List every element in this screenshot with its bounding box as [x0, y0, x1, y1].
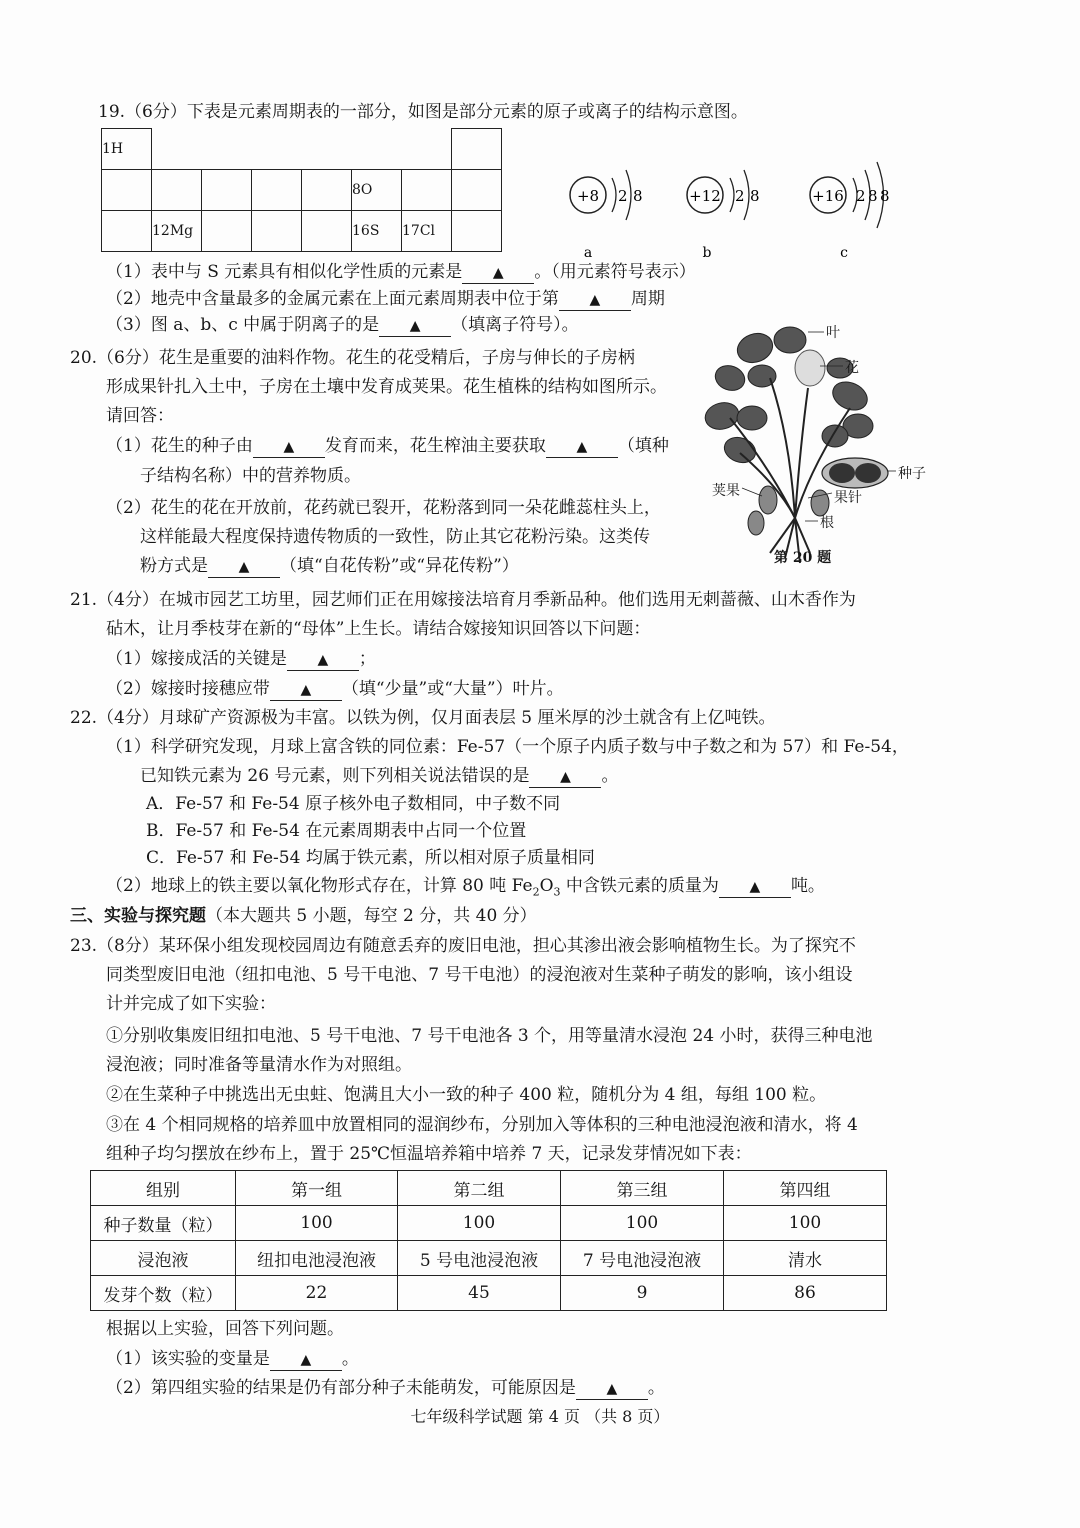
q20-answer2[interactable]: ▲ — [546, 436, 618, 458]
svg-text:+8: +8 — [576, 187, 600, 205]
table-cell: 100 — [398, 1206, 561, 1241]
q23-line1: 23.（8分）某环保小组发现校园周边有随意丢弃的废旧电池，担心其渗出液会影响植物生长。为了探究不 — [70, 936, 856, 956]
q22-part1-line2: 已知铁元素为 26 号元素，则下列相关说法错误的是 ▲ 。 — [140, 766, 619, 786]
table-cell: 7 号电池浸泡液 — [561, 1241, 724, 1276]
periodic-table — [101, 128, 502, 252]
q23-step3-b: 组种子均匀摆放在纱布上，置于 25℃恒温培养箱中培养 7 天，记录发芽情况如下表： — [106, 1144, 752, 1164]
q23-after-table: 根据以上实验，回答下列问题。 — [106, 1319, 344, 1339]
table-cell: 100 — [561, 1206, 724, 1241]
q20-answer1[interactable]: ▲ — [253, 436, 325, 458]
cell-h: 1H — [102, 129, 152, 170]
svg-text:b: b — [702, 245, 712, 261]
q22-option-b: B．Fe-57 和 Fe-54 在元素周期表中占同一个位置 — [146, 821, 527, 841]
table-cell: 22 — [236, 1276, 398, 1311]
q23-answer1[interactable]: ▲ — [270, 1349, 342, 1371]
table-cell: 浸泡液 — [91, 1241, 236, 1276]
table-header: 组别 — [91, 1171, 236, 1206]
table-cell: 种子数量（粒） — [91, 1206, 236, 1241]
svg-text:8: 8 — [868, 187, 878, 205]
q23-answer2[interactable]: ▲ — [576, 1378, 648, 1400]
q20-part2-line1: （2）花生的花在开放前，花药就已裂开，花粉落到同一朵花雌蕊柱头上， — [106, 498, 661, 518]
svg-text:+12: +12 — [689, 187, 721, 205]
figure-caption: 第 20 题 — [774, 550, 832, 566]
label-flower: 花 — [845, 360, 859, 376]
table-cell: 清水 — [724, 1241, 887, 1276]
table-header: 第四组 — [724, 1171, 887, 1206]
table-row — [91, 1241, 887, 1276]
q23-line3: 计并完成了如下实验： — [106, 994, 276, 1014]
svg-text:c: c — [840, 245, 848, 261]
cell-s: 16S — [352, 211, 402, 252]
cell-cl: 17Cl — [402, 211, 452, 252]
q19-title: 19.（6分）下表是元素周期表的一部分，如图是部分元素的原子或离子的结构示意图。 — [98, 102, 748, 122]
svg-text:a: a — [583, 245, 593, 261]
svg-text:2: 2 — [735, 187, 745, 205]
q23-step2: ②在生菜种子中挑选出无虫蛀、饱满且大小一致的种子 400 粒，随机分为 4 组，每组 100 粒。 — [106, 1085, 827, 1105]
q22-line1: 22.（4分）月球矿产资源极为丰富。以铁为例，仅月面表层 5 厘米厚的沙土就含有上亿吨铁。 — [70, 708, 776, 728]
table-cell: 100 — [236, 1206, 398, 1241]
q23-step1-b: 浸泡液；同时准备等量清水作为对照组。 — [106, 1055, 412, 1075]
q19-part2: （2）地壳中含量最多的金属元素在上面元素周期表中位于第 ▲ 周期 — [106, 289, 665, 309]
page-footer: 七年级科学试题 第 4 页 （共 8 页） — [410, 1407, 670, 1426]
q21-answer2[interactable]: ▲ — [270, 679, 342, 701]
seed-pod-open — [822, 458, 888, 488]
q21-part2: （2）嫁接时接穗应带 ▲ （填“少量”或“大量”）叶片。 — [106, 679, 564, 699]
q20-part1-cont: 子结构名称）中的营养物质。 — [140, 466, 361, 486]
label-peg: 果针 — [834, 490, 862, 506]
germination-table — [90, 1170, 887, 1311]
table-header: 第二组 — [398, 1171, 561, 1206]
atom-a — [570, 170, 643, 261]
table-header: 第三组 — [561, 1171, 724, 1206]
table-cell: 纽扣电池浸泡液 — [236, 1241, 398, 1276]
table-cell: 发芽个数（粒） — [91, 1276, 236, 1311]
table-cell: 45 — [398, 1276, 561, 1311]
cell-mg: 12Mg — [152, 211, 202, 252]
svg-text:2: 2 — [856, 187, 866, 205]
svg-text:+16: +16 — [812, 187, 844, 205]
table-row — [91, 1276, 887, 1311]
q22-option-c: C．Fe-57 和 Fe-54 均属于铁元素，所以相对原子质量相同 — [146, 848, 595, 868]
q22-part2: （2）地球上的铁主要以氧化物形式存在，计算 80 吨 $Fe_2O_3$ 中含铁元素的质量为 ▲ 吨。 — [106, 876, 825, 899]
q22-answer2[interactable]: ▲ — [719, 876, 791, 898]
q22-option-a: A．Fe-57 和 Fe-54 原子核外电子数相同，中子数不同 — [146, 794, 561, 814]
atom-b — [687, 170, 760, 261]
section3-heading: 三、实验与探究题（本大题共 5 小题，每空 2 分，共 40 分） — [70, 906, 537, 926]
q20-answer3[interactable]: ▲ — [208, 556, 280, 578]
q21-answer1[interactable]: ▲ — [287, 649, 359, 671]
svg-text:8: 8 — [633, 187, 643, 205]
q19-part3: （3）图 a、b、c 中属于阴离子的是 ▲ （填离子符号）。 — [106, 315, 579, 335]
table-cell: 100 — [724, 1206, 887, 1241]
q19-answer1[interactable]: ▲ — [462, 262, 534, 284]
q20-part2-line3: 粉方式是 ▲ （填“自花传粉”或“异花传粉”） — [140, 556, 519, 576]
table-cell: 9 — [561, 1276, 724, 1311]
q20-line3: 请回答： — [106, 406, 174, 426]
label-leaf: 叶 — [826, 325, 840, 341]
q19-part1: （1）表中与 S 元素具有相似化学性质的元素是 ▲ 。（用元素符号表示） — [106, 262, 696, 282]
q23-part1: （1）该实验的变量是 ▲ 。 — [106, 1349, 359, 1369]
table-header-row — [91, 1171, 887, 1206]
label-pod: 荚果 — [712, 483, 740, 499]
q19-answer2[interactable]: ▲ — [559, 289, 631, 311]
q23-step1-a: ①分别收集废旧纽扣电池、5 号干电池、7 号干电池各 3 个，用等量清水浸泡 24 小时，获得三种电池 — [106, 1026, 873, 1046]
svg-text:8: 8 — [750, 187, 760, 205]
svg-text:8: 8 — [880, 187, 890, 205]
table-row — [91, 1206, 887, 1241]
q23-step3-a: ③在 4 个相同规格的培养皿中放置相同的湿润纱布，分别加入等体积的三种电池浸泡液和清水，将 4 — [106, 1115, 858, 1135]
flower-shape — [795, 350, 825, 386]
q20-part2-line2: 这样能最大程度保持遗传物质的一致性，防止其它花粉污染。这类传 — [140, 527, 650, 547]
cell-o: 8O — [352, 170, 402, 211]
q21-part1: （1）嫁接成活的关键是 ▲ ； — [106, 649, 376, 669]
q20-line2: 形成果针扎入土中，子房在土壤中发育成荚果。花生植株的结构如图所示。 — [106, 377, 667, 397]
q21-line2: 砧木，让月季枝芽在新的“母体”上生长。请结合嫁接知识回答以下问题： — [106, 619, 651, 639]
q23-part2: （2）第四组实验的结果是仍有部分种子未能萌发，可能原因是 ▲ 。 — [106, 1378, 665, 1398]
table-cell: 86 — [724, 1276, 887, 1311]
q20-part1: （1）花生的种子由 ▲ 发育而来，花生榨油主要获取 ▲ （填种 — [106, 436, 669, 456]
q22-part1-line1: （1）科学研究发现，月球上富含铁的同位素：Fe-57（一个原子内质子数与中子数之和为 57）和 Fe-54， — [106, 737, 909, 757]
q22-answer1[interactable]: ▲ — [529, 766, 601, 788]
cell-empty — [452, 129, 502, 170]
table-cell: 5 号电池浸泡液 — [398, 1241, 561, 1276]
peanut-plant-figure — [700, 318, 950, 573]
label-seed: 种子 — [898, 466, 926, 482]
atom-c — [810, 162, 890, 261]
atom-structure-diagrams — [560, 140, 910, 270]
label-root: 根 — [820, 515, 834, 531]
q19-answer3[interactable]: ▲ — [379, 315, 451, 337]
q21-line1: 21.（4分）在城市园艺工坊里，园艺师们正在用嫁接法培育月季新品种。他们选用无刺蔷薇、山木香作为 — [70, 590, 856, 610]
svg-text:2: 2 — [618, 187, 628, 205]
table-header: 第一组 — [236, 1171, 398, 1206]
q23-line2: 同类型废旧电池（纽扣电池、5 号干电池、7 号干电池）的浸泡液对生菜种子萌发的影响，该小组设 — [106, 965, 853, 985]
q20-line1: 20.（6分）花生是重要的油料作物。花生的花受精后，子房与伸长的子房柄 — [70, 348, 635, 368]
